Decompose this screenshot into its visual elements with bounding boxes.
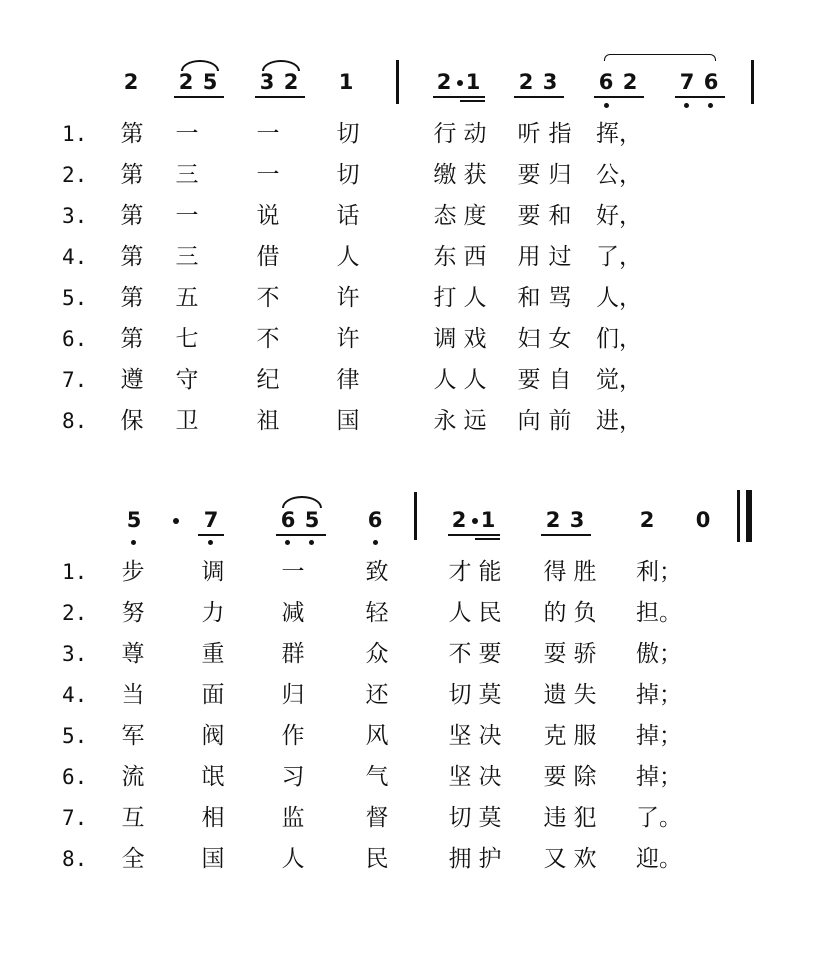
lyric-char: 军	[121, 723, 145, 749]
slur	[282, 496, 322, 508]
lyric-char: 阀	[201, 723, 225, 749]
lyric-char: 气	[365, 764, 389, 790]
low-octave-dot	[131, 540, 136, 545]
lyric-char: 人	[433, 367, 457, 393]
verse-number: 3.	[62, 642, 88, 666]
lyric-char: 切	[336, 162, 360, 188]
low-octave-dot	[684, 103, 689, 108]
lyric-char: 担。	[636, 600, 682, 626]
lyric-char: 服	[573, 723, 597, 749]
underline	[255, 96, 305, 98]
lyric-char: 群	[281, 641, 305, 667]
note: 2	[436, 70, 452, 94]
lyric-char: 守	[175, 367, 199, 393]
lyric-char: 打	[433, 285, 457, 311]
verse-number: 4.	[62, 245, 88, 269]
lyric-char: 傲；	[636, 641, 682, 667]
lyric-char: 动	[463, 121, 487, 147]
note: 3	[542, 70, 558, 94]
low-octave-dot	[208, 540, 213, 545]
lyric-char: 远	[463, 408, 487, 434]
verse-line	[0, 640, 820, 680]
lyric-char: 五	[175, 285, 199, 311]
note: 3	[569, 508, 585, 532]
lyric-char: 致	[365, 559, 389, 585]
lyric-char: 们，	[596, 326, 642, 352]
lyric-char: 祖	[256, 408, 280, 434]
lyric-char: 调	[201, 559, 225, 585]
lyric-char: 民	[365, 846, 389, 872]
lyric-char: 借	[256, 244, 280, 270]
lyric-char: 的	[543, 600, 567, 626]
lyric-char: 氓	[201, 764, 225, 790]
lyric-char: 面	[201, 682, 225, 708]
lyric-char: 轻	[365, 600, 389, 626]
lyric-char: 第	[120, 121, 144, 147]
notation-line-1	[0, 0, 820, 94]
lyric-char: 过	[548, 244, 572, 270]
lyric-char: 觉，	[596, 367, 642, 393]
lyric-char: 又	[543, 846, 567, 872]
lyric-char: 减	[281, 600, 305, 626]
lyric-char: 遗	[543, 682, 567, 708]
lyric-char: 了。	[636, 805, 682, 831]
underline	[514, 96, 564, 98]
lyric-char: 力	[201, 600, 225, 626]
verse-line	[0, 681, 820, 721]
lyric-char: 得	[543, 559, 567, 585]
verse-line	[0, 366, 820, 406]
lyric-char: 全	[121, 846, 145, 872]
lyric-char: 一	[175, 203, 199, 229]
lyric-char: 人，	[596, 285, 642, 311]
lyric-char: 人	[281, 846, 305, 872]
verse-number: 1.	[62, 560, 88, 584]
lyric-char: 利；	[636, 559, 682, 585]
note: 1	[480, 508, 496, 532]
lyric-char: 相	[201, 805, 225, 831]
notation-line-2	[0, 440, 820, 532]
lyric-char: 了，	[596, 244, 642, 270]
lyric-char: 人	[448, 600, 472, 626]
barline	[396, 60, 399, 104]
lyric-char: 负	[573, 600, 597, 626]
lyric-char: 众	[365, 641, 389, 667]
lyric-char: 决	[478, 723, 502, 749]
lyric-char: 拥	[448, 846, 472, 872]
underline	[198, 534, 224, 536]
lyric-char: 前	[548, 408, 572, 434]
system-2	[0, 440, 820, 965]
final-barline-thick	[746, 490, 752, 542]
lyric-char: 用	[517, 244, 541, 270]
lyric-char: 莫	[478, 682, 502, 708]
lyric-char: 好，	[596, 203, 642, 229]
verse-number: 2.	[62, 163, 88, 187]
lyric-char: 妇	[517, 326, 541, 352]
verse-number: 8.	[62, 409, 88, 433]
verse-number: 7.	[62, 368, 88, 392]
note: 1	[338, 70, 354, 94]
lyric-char: 不	[448, 641, 472, 667]
lyric-char: 一	[256, 162, 280, 188]
lyric-char: 听	[517, 121, 541, 147]
underline	[276, 534, 326, 536]
lyric-char: 还	[365, 682, 389, 708]
lyric-char: 获	[463, 162, 487, 188]
lyric-char: 行	[433, 121, 457, 147]
lyric-char: 说	[256, 203, 280, 229]
lyric-char: 掉；	[636, 682, 682, 708]
underline	[460, 100, 485, 102]
lyric-char: 切	[448, 805, 472, 831]
lyric-char: 要	[517, 203, 541, 229]
verse-number: 2.	[62, 601, 88, 625]
low-octave-dot	[373, 540, 378, 545]
lyric-char: 决	[478, 764, 502, 790]
lyric-char: 尊	[121, 641, 145, 667]
note: 3	[259, 70, 275, 94]
lyric-char: 督	[365, 805, 389, 831]
lyric-char: 东	[433, 244, 457, 270]
note: 2	[178, 70, 194, 94]
lyric-char: 人	[463, 285, 487, 311]
slur	[262, 60, 300, 71]
lyric-char: 监	[281, 805, 305, 831]
lyric-char: 违	[543, 805, 567, 831]
lyric-char: 努	[121, 600, 145, 626]
lyric-char: 自	[548, 367, 572, 393]
lyric-char: 和	[517, 285, 541, 311]
barline	[414, 492, 417, 540]
lyric-char: 一	[256, 121, 280, 147]
verse-line	[0, 161, 820, 201]
note: 6	[280, 508, 296, 532]
verse-number: 3.	[62, 204, 88, 228]
lyric-char: 指	[548, 121, 572, 147]
lyric-char: 向	[517, 408, 541, 434]
lyric-char: 第	[120, 162, 144, 188]
note: 7	[203, 508, 219, 532]
note: 0	[695, 508, 711, 532]
lyric-char: 迎。	[636, 846, 682, 872]
lyric-char: 度	[463, 203, 487, 229]
lyric-char: 一	[175, 121, 199, 147]
verse-number: 5.	[62, 286, 88, 310]
lyric-char: 纪	[256, 367, 280, 393]
lyric-char: 护	[478, 846, 502, 872]
underline	[433, 96, 485, 98]
lyric-char: 掉；	[636, 723, 682, 749]
note: 6	[367, 508, 383, 532]
underline	[541, 534, 591, 536]
lyric-char: 挥，	[596, 121, 642, 147]
note: 2	[283, 70, 299, 94]
underline	[675, 96, 725, 98]
lyric-char: 第	[120, 244, 144, 270]
low-octave-dot	[285, 540, 290, 545]
verse-line	[0, 722, 820, 762]
lyric-char: 国	[336, 408, 360, 434]
lyric-char: 三	[175, 162, 199, 188]
verse-number: 5.	[62, 724, 88, 748]
note: 6	[598, 70, 614, 94]
lyric-char: 人	[463, 367, 487, 393]
verse-number: 6.	[62, 765, 88, 789]
lyric-char: 习	[281, 764, 305, 790]
low-octave-dot	[708, 103, 713, 108]
final-barline-thin	[737, 490, 740, 542]
note: 5	[304, 508, 320, 532]
verse-line	[0, 325, 820, 365]
lyric-char: 要	[543, 764, 567, 790]
lyric-char: 互	[121, 805, 145, 831]
lyric-char: 不	[256, 326, 280, 352]
lyric-char: 要	[478, 641, 502, 667]
lyric-char: 调	[433, 326, 457, 352]
underline	[475, 538, 500, 540]
lyric-char: 三	[175, 244, 199, 270]
tie	[604, 54, 716, 61]
verse-line	[0, 845, 820, 885]
lyric-char: 作	[281, 723, 305, 749]
lyric-char: 第	[120, 203, 144, 229]
verse-line	[0, 243, 820, 283]
lyric-char: 许	[336, 285, 360, 311]
verse-line	[0, 804, 820, 844]
verse-line	[0, 763, 820, 803]
lyric-char: 第	[120, 326, 144, 352]
lyric-char: 除	[573, 764, 597, 790]
verse-number: 4.	[62, 683, 88, 707]
augmentation-dot	[173, 518, 179, 524]
note: 1	[465, 70, 481, 94]
verse-line	[0, 558, 820, 598]
lyric-char: 耍	[543, 641, 567, 667]
underline	[448, 534, 500, 536]
lyric-char: 公，	[596, 162, 642, 188]
lyric-char: 切	[448, 682, 472, 708]
note: 2	[639, 508, 655, 532]
note: 2	[622, 70, 638, 94]
lyric-char: 保	[120, 408, 144, 434]
lyric-char: 西	[463, 244, 487, 270]
lyric-char: 坚	[448, 723, 472, 749]
note: 2	[451, 508, 467, 532]
underline	[174, 96, 224, 98]
note: 6	[703, 70, 719, 94]
lyric-char: 流	[121, 764, 145, 790]
note: 5	[126, 508, 142, 532]
lyric-char: 莫	[478, 805, 502, 831]
note: 7	[679, 70, 695, 94]
low-octave-dot	[604, 103, 609, 108]
underline	[594, 96, 644, 98]
barline	[751, 60, 754, 104]
lyric-char: 能	[478, 559, 502, 585]
verse-number: 6.	[62, 327, 88, 351]
lyric-char: 和	[548, 203, 572, 229]
verse-line	[0, 284, 820, 324]
lyric-char: 骄	[573, 641, 597, 667]
lyric-char: 归	[548, 162, 572, 188]
lyric-char: 骂	[548, 285, 572, 311]
verse-number: 7.	[62, 806, 88, 830]
note: 2	[123, 70, 139, 94]
lyric-char: 步	[121, 559, 145, 585]
slur	[181, 60, 219, 71]
note: 2	[545, 508, 561, 532]
note: 5	[202, 70, 218, 94]
lyric-char: 一	[281, 559, 305, 585]
lyric-char: 掉；	[636, 764, 682, 790]
lyric-char: 进，	[596, 408, 642, 434]
lyric-char: 欢	[573, 846, 597, 872]
lyric-char: 卫	[175, 408, 199, 434]
lyric-char: 胜	[573, 559, 597, 585]
lyric-char: 永	[433, 408, 457, 434]
lyric-char: 第	[120, 285, 144, 311]
note: 2	[518, 70, 534, 94]
verse-number: 1.	[62, 122, 88, 146]
lyric-char: 戏	[463, 326, 487, 352]
lyric-char: 许	[336, 326, 360, 352]
lyric-char: 风	[365, 723, 389, 749]
lyric-char: 克	[543, 723, 567, 749]
lyric-char: 国	[201, 846, 225, 872]
lyric-char: 切	[336, 121, 360, 147]
system-1	[0, 0, 820, 460]
lyric-char: 归	[281, 682, 305, 708]
lyric-char: 犯	[573, 805, 597, 831]
lyric-char: 失	[573, 682, 597, 708]
verse-line	[0, 202, 820, 242]
lyric-char: 人	[336, 244, 360, 270]
verse-number: 8.	[62, 847, 88, 871]
lyric-char: 当	[121, 682, 145, 708]
lyric-char: 才	[448, 559, 472, 585]
lyric-char: 女	[548, 326, 572, 352]
low-octave-dot	[309, 540, 314, 545]
lyric-char: 民	[478, 600, 502, 626]
lyric-char: 不	[256, 285, 280, 311]
lyric-char: 七	[175, 326, 199, 352]
lyric-char: 遵	[120, 367, 144, 393]
lyric-char: 要	[517, 367, 541, 393]
lyric-char: 坚	[448, 764, 472, 790]
lyric-char: 态	[433, 203, 457, 229]
verse-line	[0, 599, 820, 639]
lyric-char: 要	[517, 162, 541, 188]
verse-line	[0, 120, 820, 160]
lyric-char: 话	[336, 203, 360, 229]
lyric-char: 重	[201, 641, 225, 667]
lyric-char: 律	[336, 367, 360, 393]
lyric-char: 缴	[433, 162, 457, 188]
